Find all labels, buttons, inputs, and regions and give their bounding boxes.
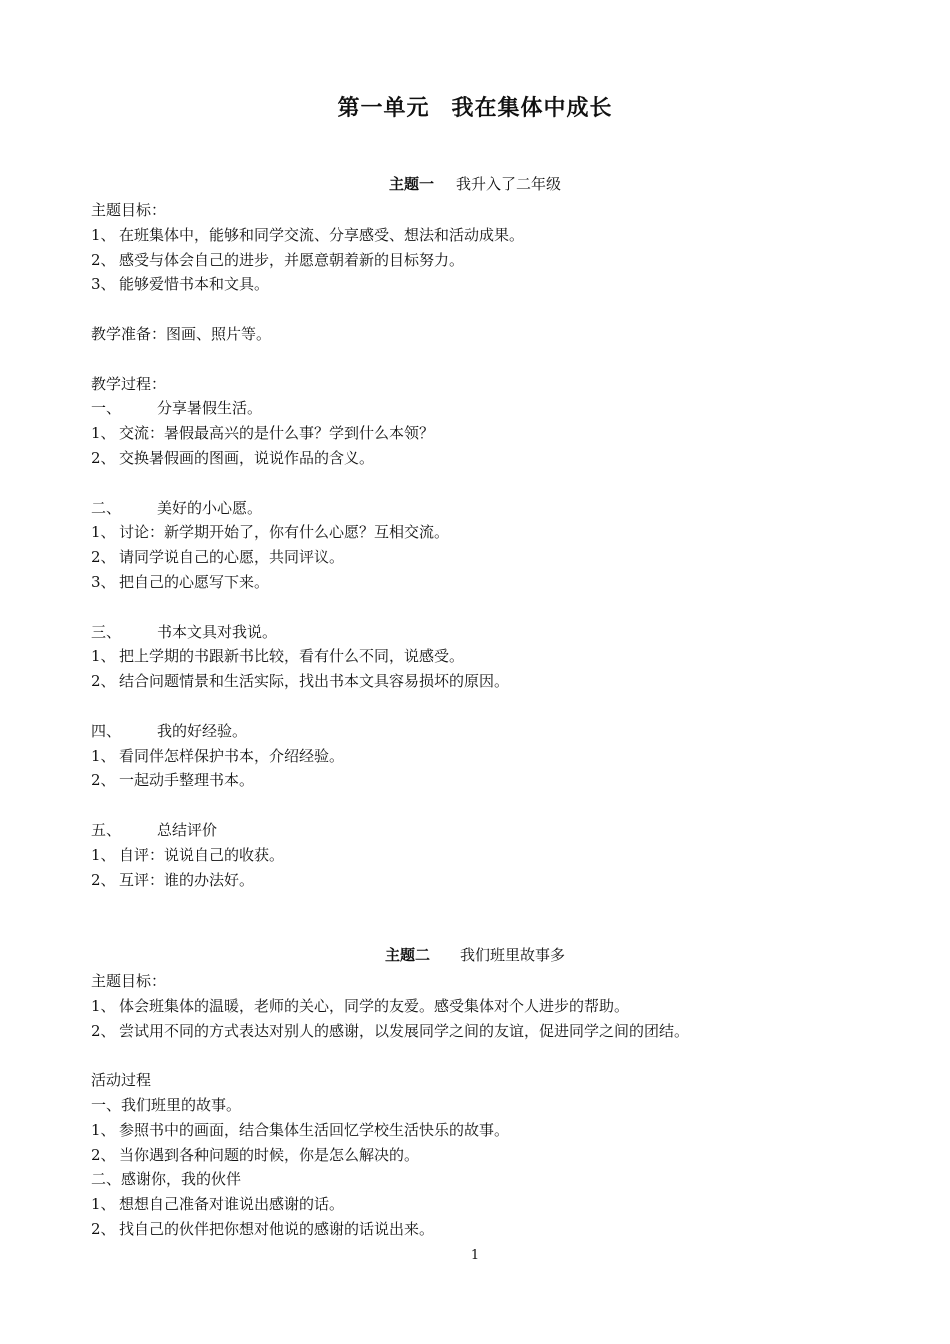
list-item: 2、 交换暑假画的图画，说说作品的含义。	[91, 448, 375, 467]
unit-title-part2: 我在集体中成长	[451, 96, 613, 121]
section-heading: 五、 总结评价	[91, 820, 218, 839]
topic1-label: 主题一	[388, 175, 434, 193]
page-number: 1	[470, 1248, 480, 1263]
goal-item: 2、 尝试用不同的方式表达对别人的感谢，以发展同学之间的友谊，促进同学之间的团结。	[91, 1021, 690, 1040]
list-item: 2、 找自己的伙伴把你想对他说的感谢的话说出来。	[91, 1219, 435, 1238]
topic1-goals-label: 主题目标：	[91, 201, 167, 219]
list-item: 1、 讨论：新学期开始了，你有什么心愿？互相交流。	[91, 523, 450, 542]
topic2-goals-label: 主题目标：	[91, 972, 167, 990]
topic2-body	[91, 969, 871, 1242]
topic1-title: 我升入了二年级	[456, 175, 562, 193]
list-item: 2、 一起动手整理书本。	[91, 771, 255, 790]
goal-item: 1、 体会班集体的温暖，老师的关心，同学的友爱。感受集体对个人进步的帮助。	[91, 996, 630, 1015]
unit-title	[0, 94, 950, 124]
topic2-title: 我们班里故事多	[460, 946, 566, 964]
section-heading: 二、感谢你，我的伙伴	[91, 1170, 242, 1189]
topic2-label: 主题二	[384, 946, 430, 964]
topic1-heading	[0, 174, 950, 194]
list-item: 2、 互评：谁的办法好。	[91, 870, 255, 889]
section-heading: 四、 我的好经验。	[91, 721, 248, 740]
goal-item: 1、 在班集体中，能够和同学交流、分享感受、想法和活动成果。	[91, 225, 525, 244]
list-item: 2、 结合问题情景和生活实际，找出书本文具容易损坏的原因。	[91, 672, 510, 691]
list-item: 1、 交流：暑假最高兴的是什么事？学到什么本领？	[91, 424, 435, 443]
list-item: 1、 参照书中的画面，结合集体生活回忆学校生活快乐的故事。	[91, 1120, 510, 1139]
section-heading: 一、 分享暑假生活。	[91, 399, 263, 418]
section-heading: 三、 书本文具对我说。	[91, 622, 278, 641]
list-item: 1、 把上学期的书跟新书比较，看有什么不同，说感受。	[91, 647, 465, 666]
topic1-body	[91, 198, 871, 892]
list-item: 1、 自评：说说自己的收获。	[91, 845, 285, 864]
list-item: 1、 想想自己准备对谁说出感谢的话。	[91, 1195, 345, 1214]
section-heading: 一、我们班里的故事。	[91, 1095, 242, 1114]
goal-item: 3、 能够爱惜书本和文具。	[91, 275, 270, 294]
unit-title-part1: 第一单元	[337, 96, 430, 121]
list-item: 2、 请同学说自己的心愿，共同评议。	[91, 548, 345, 567]
topic2-heading	[0, 945, 950, 965]
list-item: 1、 看同伴怎样保护书本，介绍经验。	[91, 746, 345, 765]
section-heading: 二、 美好的小心愿。	[91, 498, 263, 517]
goal-item: 2、 感受与体会自己的进步，并愿意朝着新的目标努力。	[91, 250, 465, 269]
activity-process-label: 活动过程	[91, 1071, 152, 1090]
teaching-prep: 教学准备：图画、照片等。	[91, 324, 272, 343]
process-label: 教学过程：	[91, 374, 167, 393]
list-item: 3、 把自己的心愿写下来。	[91, 572, 270, 591]
list-item: 2、 当你遇到各种问题的时候，你是怎么解决的。	[91, 1145, 420, 1164]
